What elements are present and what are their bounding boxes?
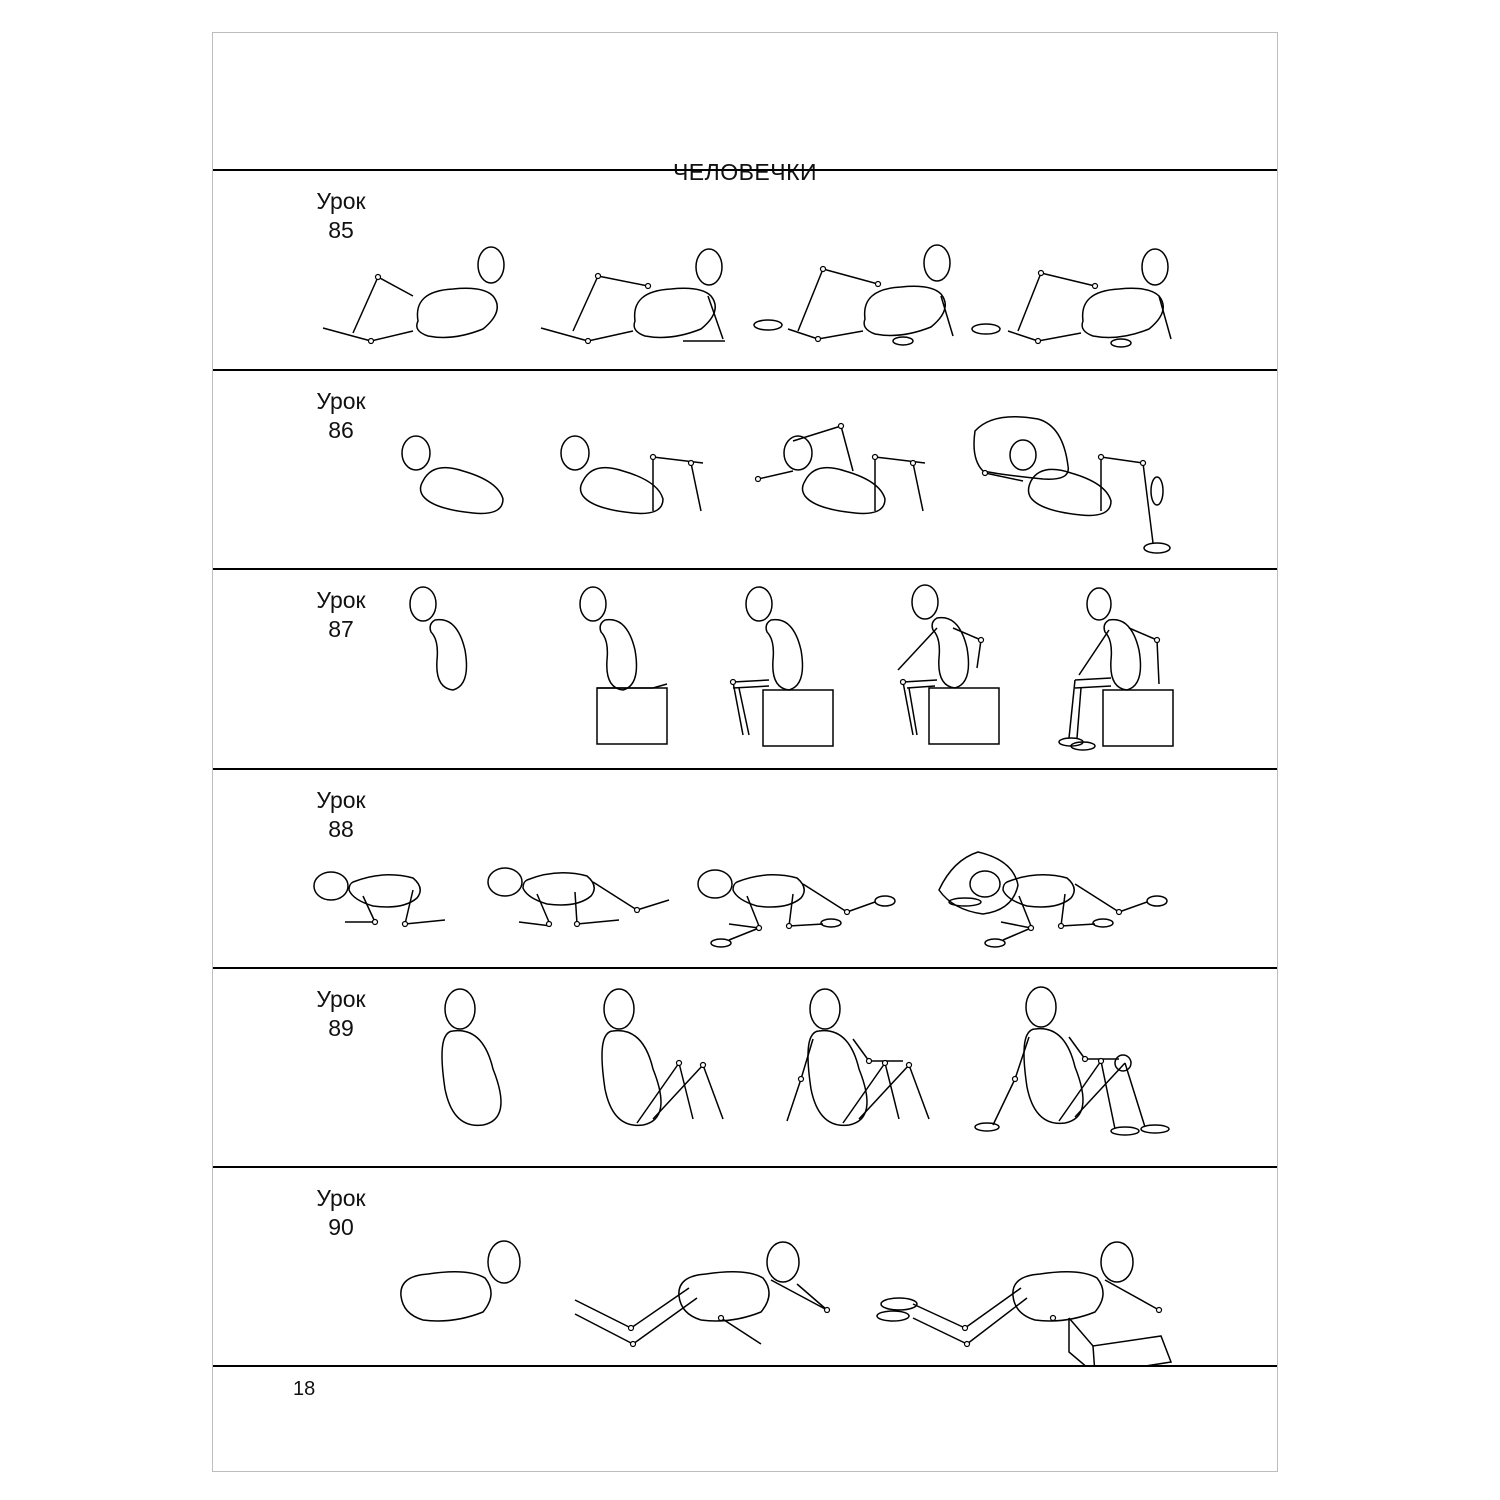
- figure-icon: [1059, 588, 1173, 750]
- lesson-85-row: [213, 171, 1277, 370]
- lesson-number: 86: [328, 417, 354, 443]
- figure-icon: [974, 417, 1170, 553]
- figure-icon: [488, 868, 669, 927]
- figure-icon: [575, 1242, 830, 1347]
- lesson-90-row: [213, 1168, 1277, 1367]
- lesson-number: 88: [328, 816, 354, 842]
- lesson-word: Урок: [316, 787, 366, 813]
- lesson-word: Урок: [316, 388, 366, 414]
- figure-icon: [877, 1242, 1171, 1367]
- lesson-88-row: [213, 770, 1277, 969]
- lesson-89-row: [213, 969, 1277, 1168]
- figure-icon: [939, 852, 1167, 947]
- lesson-number: 89: [328, 1015, 354, 1041]
- figure-icon: [541, 249, 725, 344]
- figure-icon: [401, 1241, 520, 1321]
- figure-icon: [580, 587, 667, 744]
- figure-icon: [698, 870, 895, 947]
- lesson-90-figures: [213, 1168, 1279, 1367]
- page-number: 18: [293, 1378, 316, 1400]
- figure-icon: [756, 424, 926, 514]
- figure-icon: [754, 245, 953, 345]
- figure-icon: [972, 249, 1171, 347]
- workbook-page: [212, 32, 1278, 1472]
- figure-icon: [410, 587, 467, 690]
- lesson-number: 87: [328, 616, 354, 642]
- lesson-87-figures: [213, 570, 1279, 769]
- lesson-word: Урок: [316, 1185, 366, 1211]
- lesson-number: 90: [328, 1214, 354, 1240]
- figure-icon: [975, 987, 1169, 1135]
- lesson-86-figures: [213, 371, 1279, 570]
- lesson-89-figures: [213, 969, 1279, 1168]
- divider: [213, 1365, 1277, 1367]
- lesson-85-figures: [213, 171, 1279, 370]
- lesson-word: Урок: [316, 986, 366, 1012]
- figure-icon: [898, 585, 999, 744]
- figure-icon: [561, 436, 703, 513]
- figure-icon: [731, 587, 834, 746]
- lesson-88-figures: [213, 770, 1279, 969]
- lesson-87-row: [213, 570, 1277, 769]
- lesson-word: Урок: [316, 587, 366, 613]
- lesson-number: 85: [328, 217, 354, 243]
- page-title: ЧЕЛОВЕЧКИ: [672, 159, 818, 185]
- figure-icon: [787, 989, 929, 1125]
- figure-icon: [323, 247, 504, 344]
- figure-icon: [314, 872, 445, 927]
- figure-icon: [602, 989, 723, 1125]
- lesson-86-row: [213, 371, 1277, 570]
- figure-icon: [402, 436, 503, 513]
- lesson-word: Урок: [316, 188, 366, 214]
- figure-icon: [442, 989, 501, 1125]
